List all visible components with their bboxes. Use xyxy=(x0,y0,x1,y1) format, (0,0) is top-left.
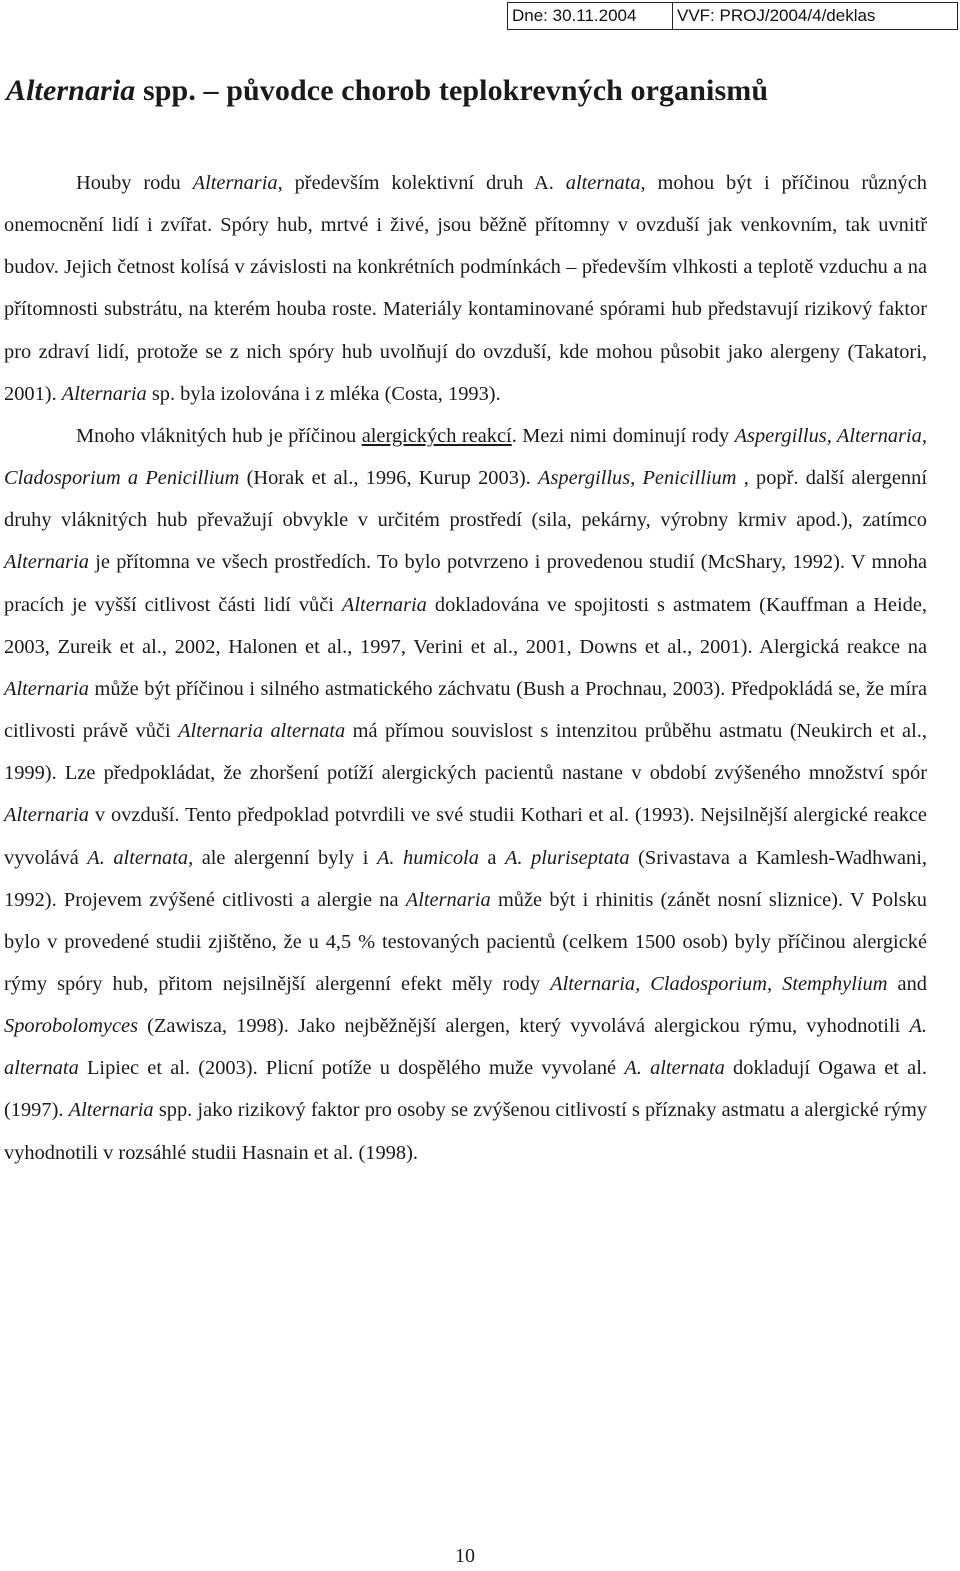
text-run: Mnoho vláknitých hub je příčinou xyxy=(76,424,362,447)
italic-run: Alternaria xyxy=(341,593,427,616)
italic-run: Alternaria, Cladosporium, Stemphylium xyxy=(550,972,888,995)
italic-run: Alternaria xyxy=(4,551,89,574)
text-run: může být příčinou i silného astmatického záchvatu (Bush a Prochnau, 2003). Předpokládá se, že míra citlivosti právě vůči xyxy=(4,677,927,743)
italic-run: alternata xyxy=(565,172,641,194)
text-run: je přítomna ve všech prostředích. To bylo potvrzeno i provedenou studií (McShary, 1992). V mnoha pracích je vyšší citlivost části lidí vůči xyxy=(4,551,927,616)
title-rest: spp. – původce chorob teplokrevných organismů xyxy=(135,74,769,107)
text-run: , popř. další alergenní druhy vláknitých hub převažují obvykle v určitém prostředí (sila, pekárny, výrobny krmiv apod.), zatímco xyxy=(4,467,927,532)
italic-run: Alternaria xyxy=(61,382,147,405)
text-run: (Zawisza, 1998). Jako nejběžnější alergen, který vyvolává alergickou rýmu, vyhodnotili xyxy=(138,1015,910,1038)
italic-run: Alternaria xyxy=(68,1099,154,1122)
text-run: Lipiec et al. (2003). Plicní potíže u dospělého muže vyvolané xyxy=(78,1057,625,1080)
italic-run: A. alternata xyxy=(4,1015,927,1080)
text-run: , mohou být i příčinou různých onemocnění lidí i zvířat. Spóry hub, mrtvé i živé, jsou běžně přítomny v ovzduší jak venkovním, tak uvnitř budov. Jejich četnost kolísá v závislosti na konkrétních podmínkách – především vlhkosti a teplotě vzduchu a na přítomnosti substrátu, na kterém houba roste. Materiály kontaminované spórami hub představují rizikový faktor pro zdraví lidí, protože se z nich spóry hub uvolňují do ovzduší, kde mohou působit jako alergeny (Takatori, 2001). xyxy=(4,172,927,405)
text-run: (Horak et al., 1996, Kurup 2003). xyxy=(239,467,539,490)
text-run: (Srivastava a Kamlesh-Wadhwani, 1992). Projevem zvýšené citlivosti a alergie na xyxy=(4,846,928,911)
paragraph-1 xyxy=(4,162,927,415)
italic-run: A. pluriseptata xyxy=(505,846,630,869)
page-number: 10 xyxy=(455,1545,475,1567)
text-run: má přímou souvislost s intenzitou průběhu astmatu (Neukirch et al., 1999). Lze předpokládat, že zhoršení potíží alergických pacientů nastane v období zvýšeného množství spór xyxy=(4,720,927,785)
page-title xyxy=(6,74,768,108)
text-run: spp. jako rizikový faktor pro osoby se zvýšenou citlivostí s příznaky astmatu a alergické rýmy vyhodnotili v rozsáhlé studii Hasnain et al. (1998). xyxy=(4,1099,927,1164)
italic-run: Aspergillus, Penicillium xyxy=(538,467,737,490)
italic-run: A. alternata xyxy=(624,1057,725,1080)
text-run: , ale alergenní byly i xyxy=(188,846,377,869)
header-date: Dne: 30.11.2004 xyxy=(508,3,673,30)
text-run: a xyxy=(478,846,505,869)
text-run: dokladují Ogawa et al. (1997). xyxy=(4,1057,927,1122)
text-run: , především kolektivní druh A. xyxy=(277,172,566,194)
header-reference: VVF: PROJ/2004/4/deklas xyxy=(673,3,958,30)
italic-run: Aspergillus, Alternaria, Cladosporium a Penicillium xyxy=(4,424,927,490)
underlined-term: alergických reakcí xyxy=(361,424,512,447)
title-genus: Alternaria xyxy=(6,74,136,107)
text-run: v ovzduší. Tento předpoklad potvrdili ve své studii Kothari et al. (1993). Nejsilnější alergické reakce vyvolává xyxy=(4,804,927,869)
text-run: může být i rhinitis (zánět nosní sliznice). V Polsku bylo v provedené studii zjištěno, že u 4,5 % testovaných pacientů (celkem 1500 osob) byly příčinou alergické rýmy spóry hub, přitom nejsilnější alergenní efekt měly rody xyxy=(4,888,927,995)
body-text xyxy=(4,162,927,1174)
italic-run: A. alternata xyxy=(87,846,189,869)
text-run: sp. byla izolována i z mléka (Costa, 1993). xyxy=(146,382,501,405)
italic-run: Sporobolomyces xyxy=(4,1015,139,1038)
text-run: Houby rodu xyxy=(76,172,193,194)
italic-run: Alternaria xyxy=(192,172,278,194)
italic-run: Alternaria xyxy=(405,888,491,911)
italic-run: Alternaria xyxy=(4,804,89,827)
document-header xyxy=(507,2,958,30)
text-run: dokladována ve spojitosti s astmatem (Kauffman a Heide, 2003, Zureik et al., 2002, Halonen et al., 1997, Verini et al., 2001, Downs et al., 2001). Alergická reakce na xyxy=(4,593,927,658)
paragraph-2 xyxy=(4,415,927,1174)
italic-run: Alternaria alternata xyxy=(178,720,346,743)
text-run: . Mezi nimi dominují rody xyxy=(511,424,735,447)
italic-run: A. humicola xyxy=(376,846,479,869)
text-run: and xyxy=(887,972,927,995)
italic-run: Alternaria xyxy=(4,677,89,700)
